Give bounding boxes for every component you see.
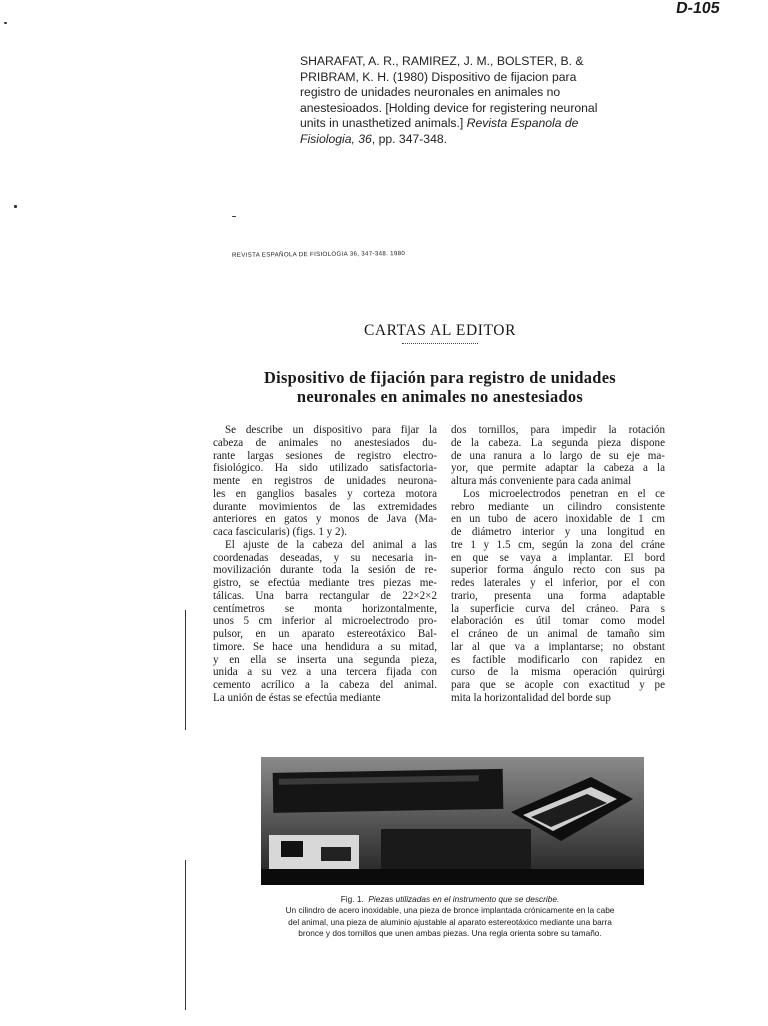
figure-label: Fig. 1. [340, 894, 364, 904]
citation-line: SHARAFAT, A. R., RAMIREZ, J. M., BOLSTER, B. & [300, 54, 584, 68]
figure-caption [0, 894, 768, 940]
paragraph-line: elaboración es útil tomar como model [451, 615, 665, 628]
paragraph-line: de la cabeza. La segunda pieza dispone [451, 436, 665, 449]
paragraph-line: cemento acrílico a la cabeza del animal. [213, 679, 437, 691]
citation-line [300, 132, 630, 148]
paragraph-line: Se describe un dispositivo para fijar la [225, 424, 437, 436]
paragraph-line: timore. Se hace una hendidura a su mitad, [213, 640, 437, 653]
section-title: CARTAS AL EDITOR [363, 322, 517, 339]
paragraph-line: curso de la misma operación quirúrgi [451, 666, 665, 679]
paragraph-line: La unión de éstas se efectúa mediante [213, 691, 381, 704]
paragraph-line: unida a su vez a una tercera fijada con [213, 666, 437, 679]
figure-caption-title [0, 894, 768, 905]
paragraph-line: dos tornillos, para impedir la rotación [451, 424, 665, 436]
paragraph-line: El ajuste de la cabeza del animal a las [225, 538, 437, 551]
steel-cylinder [281, 841, 303, 857]
scan-speck [14, 205, 17, 208]
paragraph-line: movilización durante toda la sesión de re- [213, 564, 437, 577]
paragraph-line: de diámetro interior y una longitud en [451, 526, 665, 538]
citation-line-text: units in unasthetized animals.] [300, 116, 464, 131]
shadow-region [381, 829, 531, 869]
article-title-line: Dispositivo de fijación para registro de unidades [264, 368, 616, 387]
paragraph-line: lar al que va a implantarse; no obstant [451, 640, 665, 653]
scan-speck [4, 22, 7, 24]
journal-volume: Fisiologia, 36 [300, 131, 372, 146]
scan-margin-line [185, 860, 186, 1010]
paragraph-line: mente en registros de unidades neurona- [213, 475, 437, 487]
photo-bottom-edge [261, 869, 644, 885]
left-column [213, 424, 437, 705]
citation-line: PRIBRAM, K. H. (1980) Dispositivo de fijacion para [300, 69, 577, 84]
citation-block [300, 54, 630, 148]
figure-photo [261, 757, 644, 885]
paragraph-line: de una ranura a lo largo de su eje ma- [451, 449, 665, 462]
screw [321, 847, 351, 861]
paragraph-line: unos 5 cm inferior al microelectrodo pro- [213, 615, 437, 628]
paragraph-line: para que se acople con exactitud y pe [451, 679, 665, 691]
paragraph-line: y en ella se inserta una segunda pieza, [213, 653, 437, 666]
section-title-rule [402, 343, 478, 344]
scan-margin-line [185, 610, 186, 730]
journal-name: Revista Espanola de [463, 116, 579, 131]
paragraph-line: durante movimientos de las extremidades [213, 500, 437, 513]
paragraph-line: es factible modificarlo con rapidez en [451, 653, 665, 666]
citation-line [300, 116, 630, 132]
figure-caption-line: Un cilindro de acero inoxidable, una pieza de bronce implantada crónicamente en la cabe [285, 905, 615, 916]
paragraph-line: redes laterales y el inferior, por el con [451, 577, 665, 589]
paragraph-line: coordenadas deseadas, y su necesaria in- [213, 551, 437, 564]
citation-line: registro de unidades neuronales en animales no [300, 85, 561, 100]
paragraph-line: superior forma ángulo recto con sus pa [451, 564, 665, 577]
paragraph-line: cabeza de animales no anestesiados du- [213, 436, 437, 449]
article-title-line: neuronales en animales no anestesiados [296, 387, 584, 406]
journal-running-header: REVISTA ESPAÑOLA DE FISIOLOGIA 36, 347-348. 1980 [231, 250, 406, 259]
paragraph-line: tre 1 y 1.5 cm, según la zona del cráne [451, 538, 665, 551]
paragraph-line: tálicas. Una barra rectangular de 22×2×2 [213, 589, 437, 602]
figure-title: Piezas utilizadas en el instrumento que se describe. [368, 894, 560, 904]
paragraph-line: en un tubo de acero inoxidable de 1 cm [451, 513, 665, 526]
paragraph-line: la superficie curva del cráneo. Para s [451, 602, 665, 615]
citation-line: anestesioados. [Holding device for registering neuronal [300, 100, 598, 115]
paragraph-line: les en ganglios basales y corteza motora [213, 487, 437, 500]
article-title [0, 368, 768, 406]
document-id: D-105 [674, 0, 721, 17]
paragraph-line: pulsor, en un aparato estereotáxico Bal- [213, 628, 437, 640]
paragraph-line: fisiológico. Ha sido utilizado satisfactoria- [213, 462, 437, 475]
scan-speck [232, 216, 236, 217]
paragraph-line: caca fascicularis) (figs. 1 y 2). [213, 526, 347, 538]
paragraph-line: altura más conveniente para cada animal [451, 475, 632, 487]
paragraph-line: centímetros se monta horizontalmente, [213, 602, 437, 615]
paragraph-line: mita la horizontalidad del borde sup [451, 691, 611, 704]
right-column [451, 424, 665, 705]
paragraph-line: yor, que permite adaptar la cabeza a la [451, 462, 665, 475]
figure-caption-line: del animal, una pieza de aluminio ajustable al aparato estereotáxico mediante una barra [288, 916, 612, 927]
paragraph-line: anteriores en gatos y monos de Java (Ma- [213, 513, 437, 526]
figure-photo-image [261, 757, 644, 885]
paragraph-line: el cráneo de un animal de tamaño sim [451, 628, 665, 640]
citation-pages: , pp. 347-348. [371, 131, 448, 146]
paragraph-line: en que se vaya a implantar. El bord [451, 551, 665, 564]
paragraph-line: rante largas sesiones de registro electro- [213, 449, 437, 462]
figure-caption-line: bronce y dos tornillos que unen ambas piezas. Una regla orienta sobre su tamaño. [298, 928, 602, 939]
paragraph-line: Los microelectrodos penetran en el ce [463, 487, 665, 500]
paragraph-line: gistro, se efectúa mediante tres piezas me- [213, 577, 437, 589]
paragraph-line: rebro mediante un cilindro consistente [451, 500, 665, 513]
paragraph-line: trario, presenta una forma adaptable [451, 589, 665, 602]
